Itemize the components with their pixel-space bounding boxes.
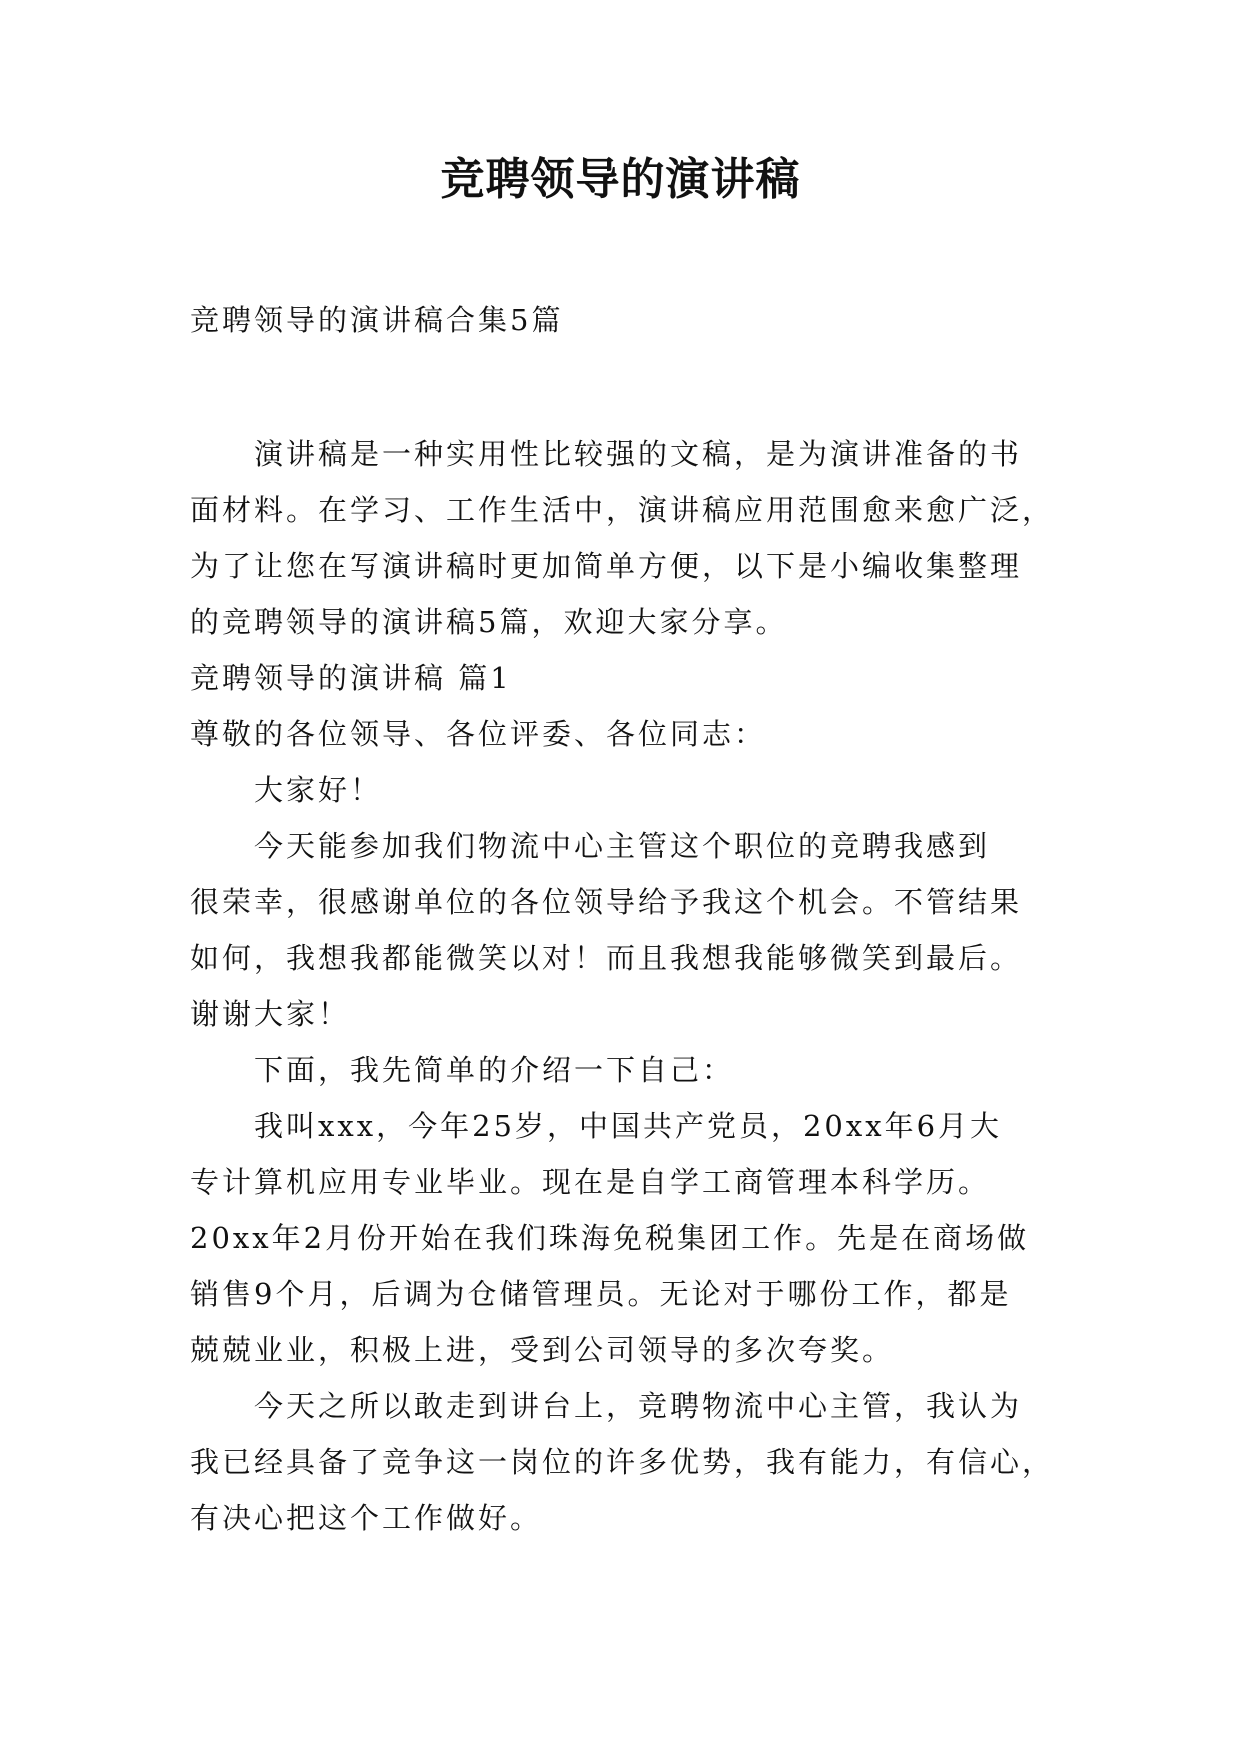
- paragraph-line: 我已经具备了竞争这一岗位的许多优势，我有能力，有信心，: [190, 1445, 1055, 1479]
- paragraph-2: 下面，我先简单的介绍一下自己：: [254, 1053, 735, 1087]
- intro-line: 演讲稿是一种实用性比较强的文稿，是为演讲准备的书: [254, 437, 1023, 471]
- paragraph-line: 谢谢大家！: [190, 997, 351, 1031]
- paragraph-4: [190, 1378, 1060, 1546]
- paragraph-1: [190, 818, 1060, 1042]
- paragraph-line: 如何，我想我都能微笑以对！而且我想我能够微笑到最后。: [190, 941, 1023, 975]
- paragraph-3: [190, 1098, 1060, 1378]
- intro-paragraph: [190, 426, 1060, 650]
- paragraph-line: 今天之所以敢走到讲台上，竞聘物流中心主管，我认为: [254, 1389, 1023, 1423]
- intro-line: 为了让您在写演讲稿时更加简单方便，以下是小编收集整理: [190, 549, 1023, 583]
- paragraph-line: 20xx年2月份开始在我们珠海免税集团工作。先是在商场做: [190, 1221, 1030, 1255]
- paragraph-line: 我叫xxx，今年25岁，中国共产党员，20xx年6月大: [254, 1109, 1003, 1143]
- paragraph-line: 专计算机应用专业毕业。现在是自学工商管理本科学历。: [190, 1165, 991, 1199]
- document-subtitle: 竞聘领导的演讲稿合集5篇: [190, 303, 564, 337]
- paragraph-line: 很荣幸，很感谢单位的各位领导给予我这个机会。不管结果: [190, 885, 1023, 919]
- greeting: 大家好！: [254, 773, 383, 807]
- intro-line: 面材料。在学习、工作生活中，演讲稿应用范围愈来愈广泛，: [190, 493, 1055, 527]
- salutation: 尊敬的各位领导、各位评委、各位同志：: [190, 717, 767, 751]
- document-title: 竞聘领导的演讲稿: [440, 154, 801, 205]
- document-body: [190, 292, 1060, 1546]
- section-heading: 竞聘领导的演讲稿 篇1: [190, 661, 512, 695]
- paragraph-line: 兢兢业业，积极上进，受到公司领导的多次夸奖。: [190, 1333, 895, 1367]
- intro-line: 的竞聘领导的演讲稿5篇，欢迎大家分享。: [190, 605, 788, 639]
- paragraph-line: 销售9个月，后调为仓储管理员。无论对于哪份工作，都是: [190, 1277, 1012, 1311]
- paragraph-line: 今天能参加我们物流中心主管这个职位的竞聘我感到: [254, 829, 991, 863]
- paragraph-line: 有决心把这个工作做好。: [190, 1501, 543, 1535]
